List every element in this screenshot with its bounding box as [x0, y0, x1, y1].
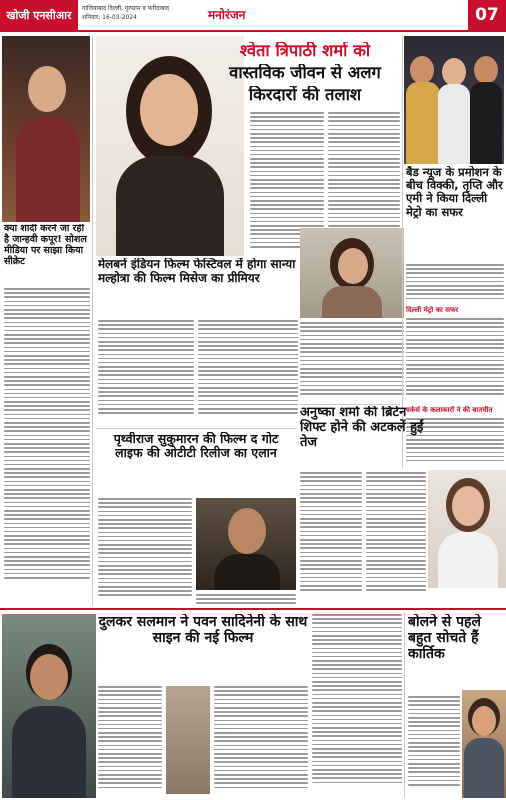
shweta-headline-line-3: किरदारों की तलाश	[248, 86, 362, 104]
janhvi-photo	[2, 36, 90, 222]
prithviraj-headline: पृथ्वीराज सुकुमारन की फिल्म द गोट लाइफ की ओटीटी रिलीज का एलान	[113, 432, 279, 461]
sanya-body-text-col-2	[198, 320, 298, 424]
dulquer-headline: दुलकर सलमान ने पवन सादिनेनी के साथ साइन की नई फिल्म	[98, 614, 308, 647]
kartik-headline-text: बोलने से पहले बहुत सोचते हैं कार्तिक	[408, 614, 481, 663]
prithviraj-body-text-col-1	[98, 498, 192, 604]
kartik-headline	[408, 614, 504, 694]
sanya-body-text-col-1	[98, 320, 194, 424]
bad-news-subhead-1: दिल्ली मेट्रो का सफर	[406, 306, 459, 314]
janhvi-body-text	[4, 288, 90, 606]
bad-news-subhead-2: वर्कर्स के कलाकारों ने की बातचीत	[406, 406, 493, 414]
bad-news-headline: बैड न्यूज के प्रमोशन के बीच विक्की, तृप्ति और एमी ने किया दिल्ली मेट्रो का सफर	[406, 166, 503, 219]
dulquer-photo	[2, 614, 96, 798]
shweta-headline-line-1: श्वेता त्रिपाठी शर्मा को	[239, 42, 371, 60]
janhvi-headline: क्या शादी करने जा रही है जान्हवी कपूर! सोशल मीडिया पर साझा किया सीक्रेट	[4, 224, 87, 267]
bad-news-body-text-2	[406, 318, 504, 404]
page-header	[0, 0, 506, 32]
newspaper-brand: खोजी एनसीआर	[0, 0, 78, 30]
dulquer-inset-photo	[166, 686, 210, 794]
sanya-headline: मेलबर्न इंडियन फिल्म फेस्टिवल में होगा सान्या मल्होत्रा की फिल्म मिसेज का प्रीमियर	[98, 258, 296, 285]
dulquer-body-text-col-3	[312, 614, 402, 796]
anushka-body-text-col-1	[300, 472, 362, 602]
anushka-body-text-col-2	[366, 472, 426, 602]
header-tagline	[82, 4, 169, 22]
dulquer-body-text-col-1	[98, 686, 162, 796]
kartik-photo	[462, 690, 506, 798]
bad-news-cast-photo	[404, 36, 504, 164]
shweta-photo	[300, 228, 404, 318]
kartik-body-text	[408, 696, 460, 796]
anushka-photo	[428, 470, 506, 588]
page-number: 07	[468, 0, 506, 30]
section-title: मनोरंजन	[208, 8, 246, 22]
bad-news-body-text-1	[406, 264, 504, 304]
prithviraj-body-text-col-2	[196, 594, 296, 606]
sanya-body-text-col-3	[300, 322, 404, 402]
dulquer-body-text-col-2	[214, 686, 308, 796]
tagline-line-2: शनिवार, 16-03-2024	[82, 14, 137, 21]
tagline-line-1: गाजियाबाद दिल्ली, गुरुग्राम व फरीदाबाद	[82, 5, 170, 12]
anushka-headline: अनुष्का शर्मा की ब्रिटेन शिफ्ट होने की अटकलें हुईं तेज	[300, 406, 424, 450]
shweta-headline-line-2: वास्तविक जीवन से अलग	[229, 64, 381, 82]
prithviraj-photo	[196, 498, 296, 590]
